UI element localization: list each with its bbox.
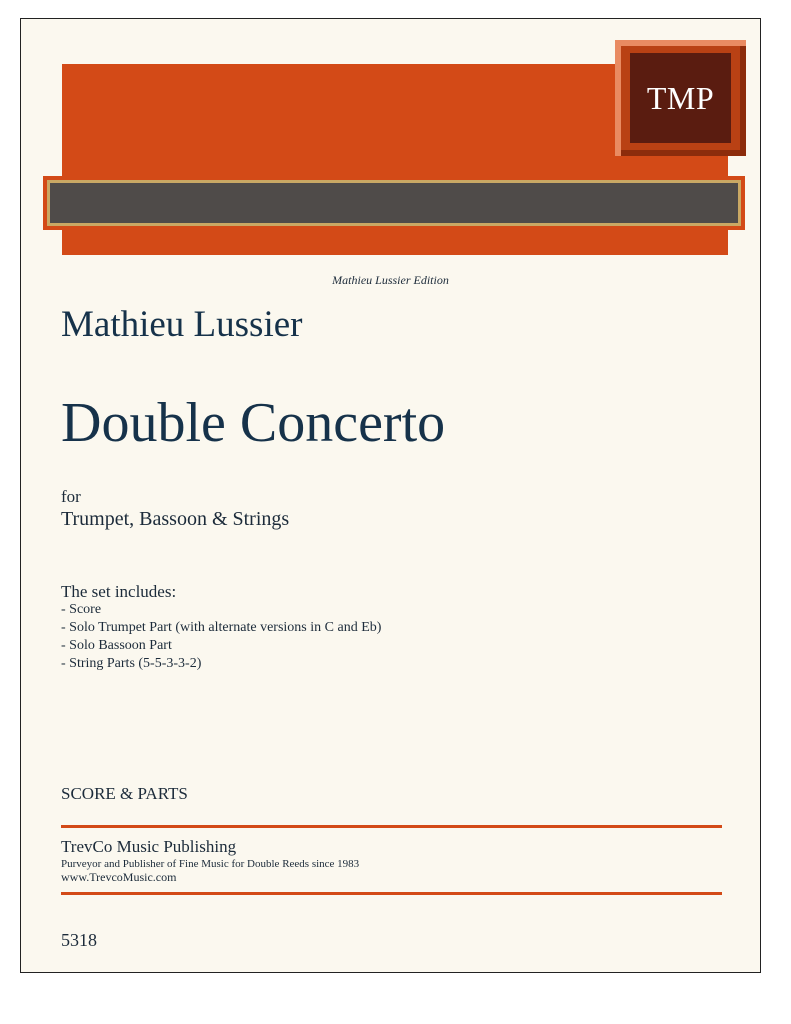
composer-name: Mathieu Lussier [61, 304, 303, 345]
instrumentation: Trumpet, Bassoon & Strings [61, 508, 290, 530]
divider-top [61, 825, 722, 828]
list-item: - Score [61, 602, 102, 617]
header-band-inner [47, 180, 741, 226]
work-title: Double Concerto [61, 392, 446, 454]
badge-text: TMP [630, 53, 731, 143]
header-band [43, 176, 745, 230]
divider-bottom [61, 892, 722, 895]
list-item: - String Parts (5-5-3-3-2) [61, 656, 202, 671]
for-label: for [61, 487, 81, 506]
edition-line: Mathieu Lussier Edition [332, 273, 449, 287]
list-item: - Solo Trumpet Part (with alternate versions in C and Eb) [61, 620, 382, 635]
cover-page [20, 18, 761, 973]
set-heading: The set includes: [61, 582, 177, 601]
format-label: SCORE & PARTS [61, 784, 188, 803]
set-contents-list [61, 601, 381, 673]
publisher-name: TrevCo Music Publishing [61, 837, 237, 856]
publisher-website: www.TrevcoMusic.com [61, 870, 177, 884]
publisher-badge [615, 40, 746, 156]
catalog-number: 5318 [61, 930, 97, 950]
list-item: - Solo Bassoon Part [61, 638, 172, 653]
publisher-tagline: Purveyor and Publisher of Fine Music for Double Reeds since 1983 [61, 858, 360, 870]
